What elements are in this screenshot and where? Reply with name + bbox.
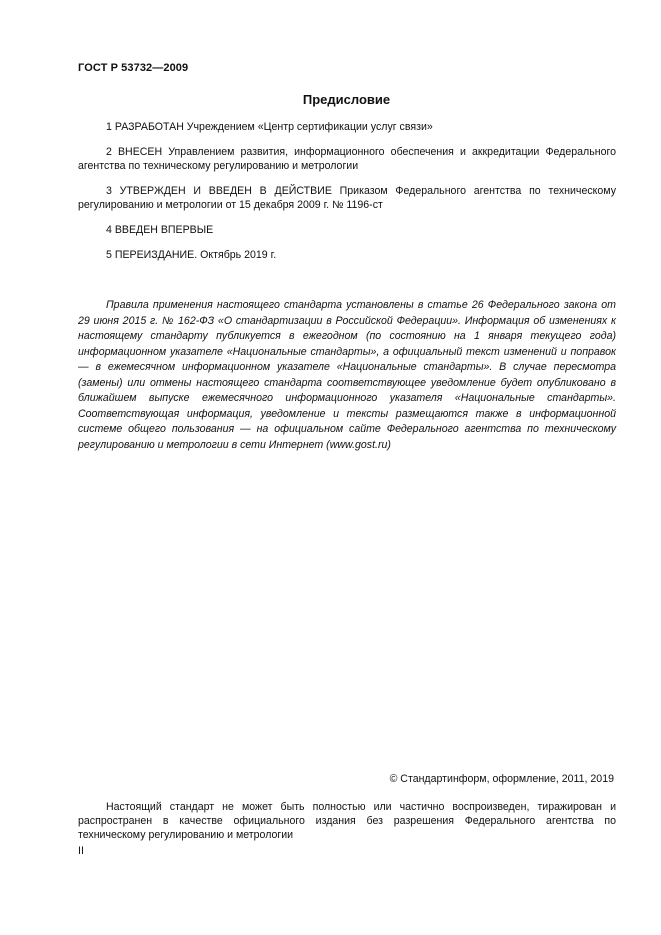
foreword-item-3: 3 УТВЕРЖДЕН И ВВЕДЕН В ДЕЙСТВИЕ Приказом Федерального агентства по техническому регулированию и метрологии от 15 декабря 2009 г. № 1196-ст xyxy=(78,185,616,211)
rights-statement: Настоящий стандарт не может быть полностью или частично воспроизведен, тиражирован и распространен в качестве официального издания без разрешения Федерального агентства по техническому регулированию и метрологии xyxy=(78,801,616,841)
document-id: ГОСТ Р 53732—2009 xyxy=(78,62,189,74)
copyright-line: © Стандартинформ, оформление, 2011, 2019 xyxy=(389,773,614,785)
standard-notice: Правила применения настоящего стандарта установлены в статье 26 Федерального закона от 29 июня 2015 г. № 162-ФЗ «О стандартизации в Российской Федерации». Информация об изменениях к настоящему стандарту публикуется в ежегодном (по состоянию на 1 января текущего года) информационном указателе «Национальные стандарты», а официальный текст изменений и поправок — в ежемесячном информационном указателе «Национальные стандарты». В случае пересмотра (замены) или отмены настоящего стандарта соответствующее уведомление будет опубликовано в ближайшем выпуске ежемесячного информационного указателя «Национальные стандарты». Соответствующая информация, уведомление и тексты размещаются также в информационной системе общего пользования — на официальном сайте Федерального агентства по техническому регулированию и метрологии в сети Интернет (www.gost.ru) xyxy=(78,299,616,451)
foreword-items xyxy=(78,120,616,273)
page-title: Предисловие xyxy=(302,92,391,107)
foreword-item-2: 2 ВНЕСЕН Управлением развития, информационного обеспечения и аккредитации Федерального агентства по техническому регулированию и метрологии xyxy=(78,146,616,172)
foreword-item-1: 1 РАЗРАБОТАН Учреждением «Центр сертификации услуг связи» xyxy=(106,121,433,133)
foreword-item-4: 4 ВВЕДЕН ВПЕРВЫЕ xyxy=(106,224,214,236)
page-number: II xyxy=(78,845,84,857)
foreword-item-5: 5 ПЕРЕИЗДАНИЕ. Октябрь 2019 г. xyxy=(106,249,277,261)
